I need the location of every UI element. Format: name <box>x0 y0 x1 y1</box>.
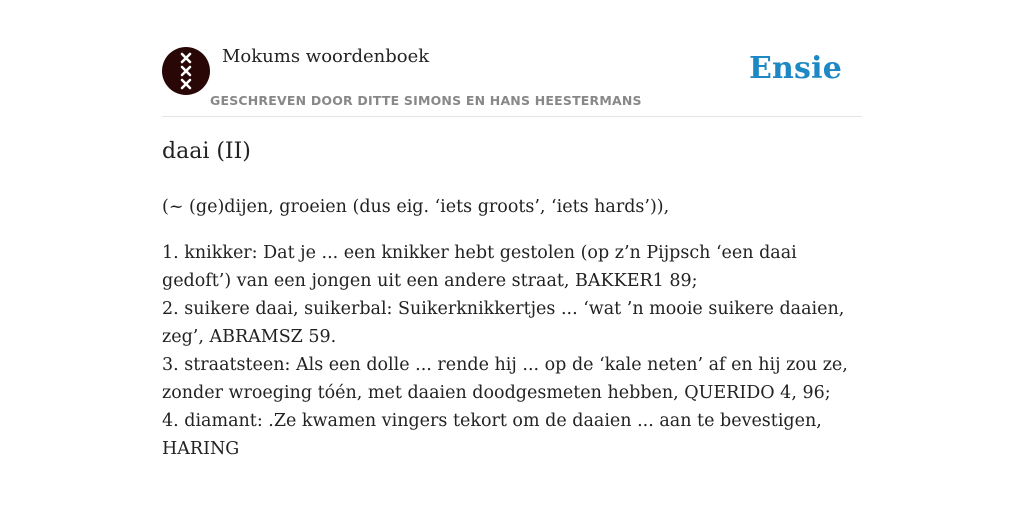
amsterdam-xxx-icon[interactable] <box>162 47 210 95</box>
authors-subtitle: GESCHREVEN DOOR DITTE SIMONS EN HANS HEESTERMANS <box>210 93 642 108</box>
site-header <box>162 0 862 117</box>
sense-item: 3. straatsteen: Als een dolle ... rende hij ... op de ‘kale neten’ af en hij zou ze, zonder wroeging tóén, met daaien doodgesmeten hebben, QUERIDO 4, 96; <box>162 355 848 403</box>
page-container <box>162 0 862 459</box>
site-title[interactable]: Mokums woordenboek <box>222 46 430 67</box>
headword: daai (II) <box>162 139 251 164</box>
sense-item: 4. diamant: .Ze kwamen vingers tekort om de daaien ... aan te bevestigen, HARING <box>162 411 822 459</box>
ensie-brand-link[interactable]: Ensie <box>748 51 842 86</box>
definition-senses <box>162 239 862 463</box>
etymology: (~ (ge)dijen, groeien (dus eig. ‘iets groots’, ‘iets hards’)), <box>162 197 670 217</box>
sense-item: 1. knikker: Dat je ... een knikker hebt gestolen (op z’n Pijpsch ‘een daai gedoft’) van een jongen uit een andere straat, BAKKER1 89; <box>162 243 797 291</box>
sense-item: 2. suikere daai, suikerbal: Suikerknikkertjes ... ‘wat ’n mooie suikere daaien, zeg’, ABRAMSZ 59. <box>162 299 845 347</box>
